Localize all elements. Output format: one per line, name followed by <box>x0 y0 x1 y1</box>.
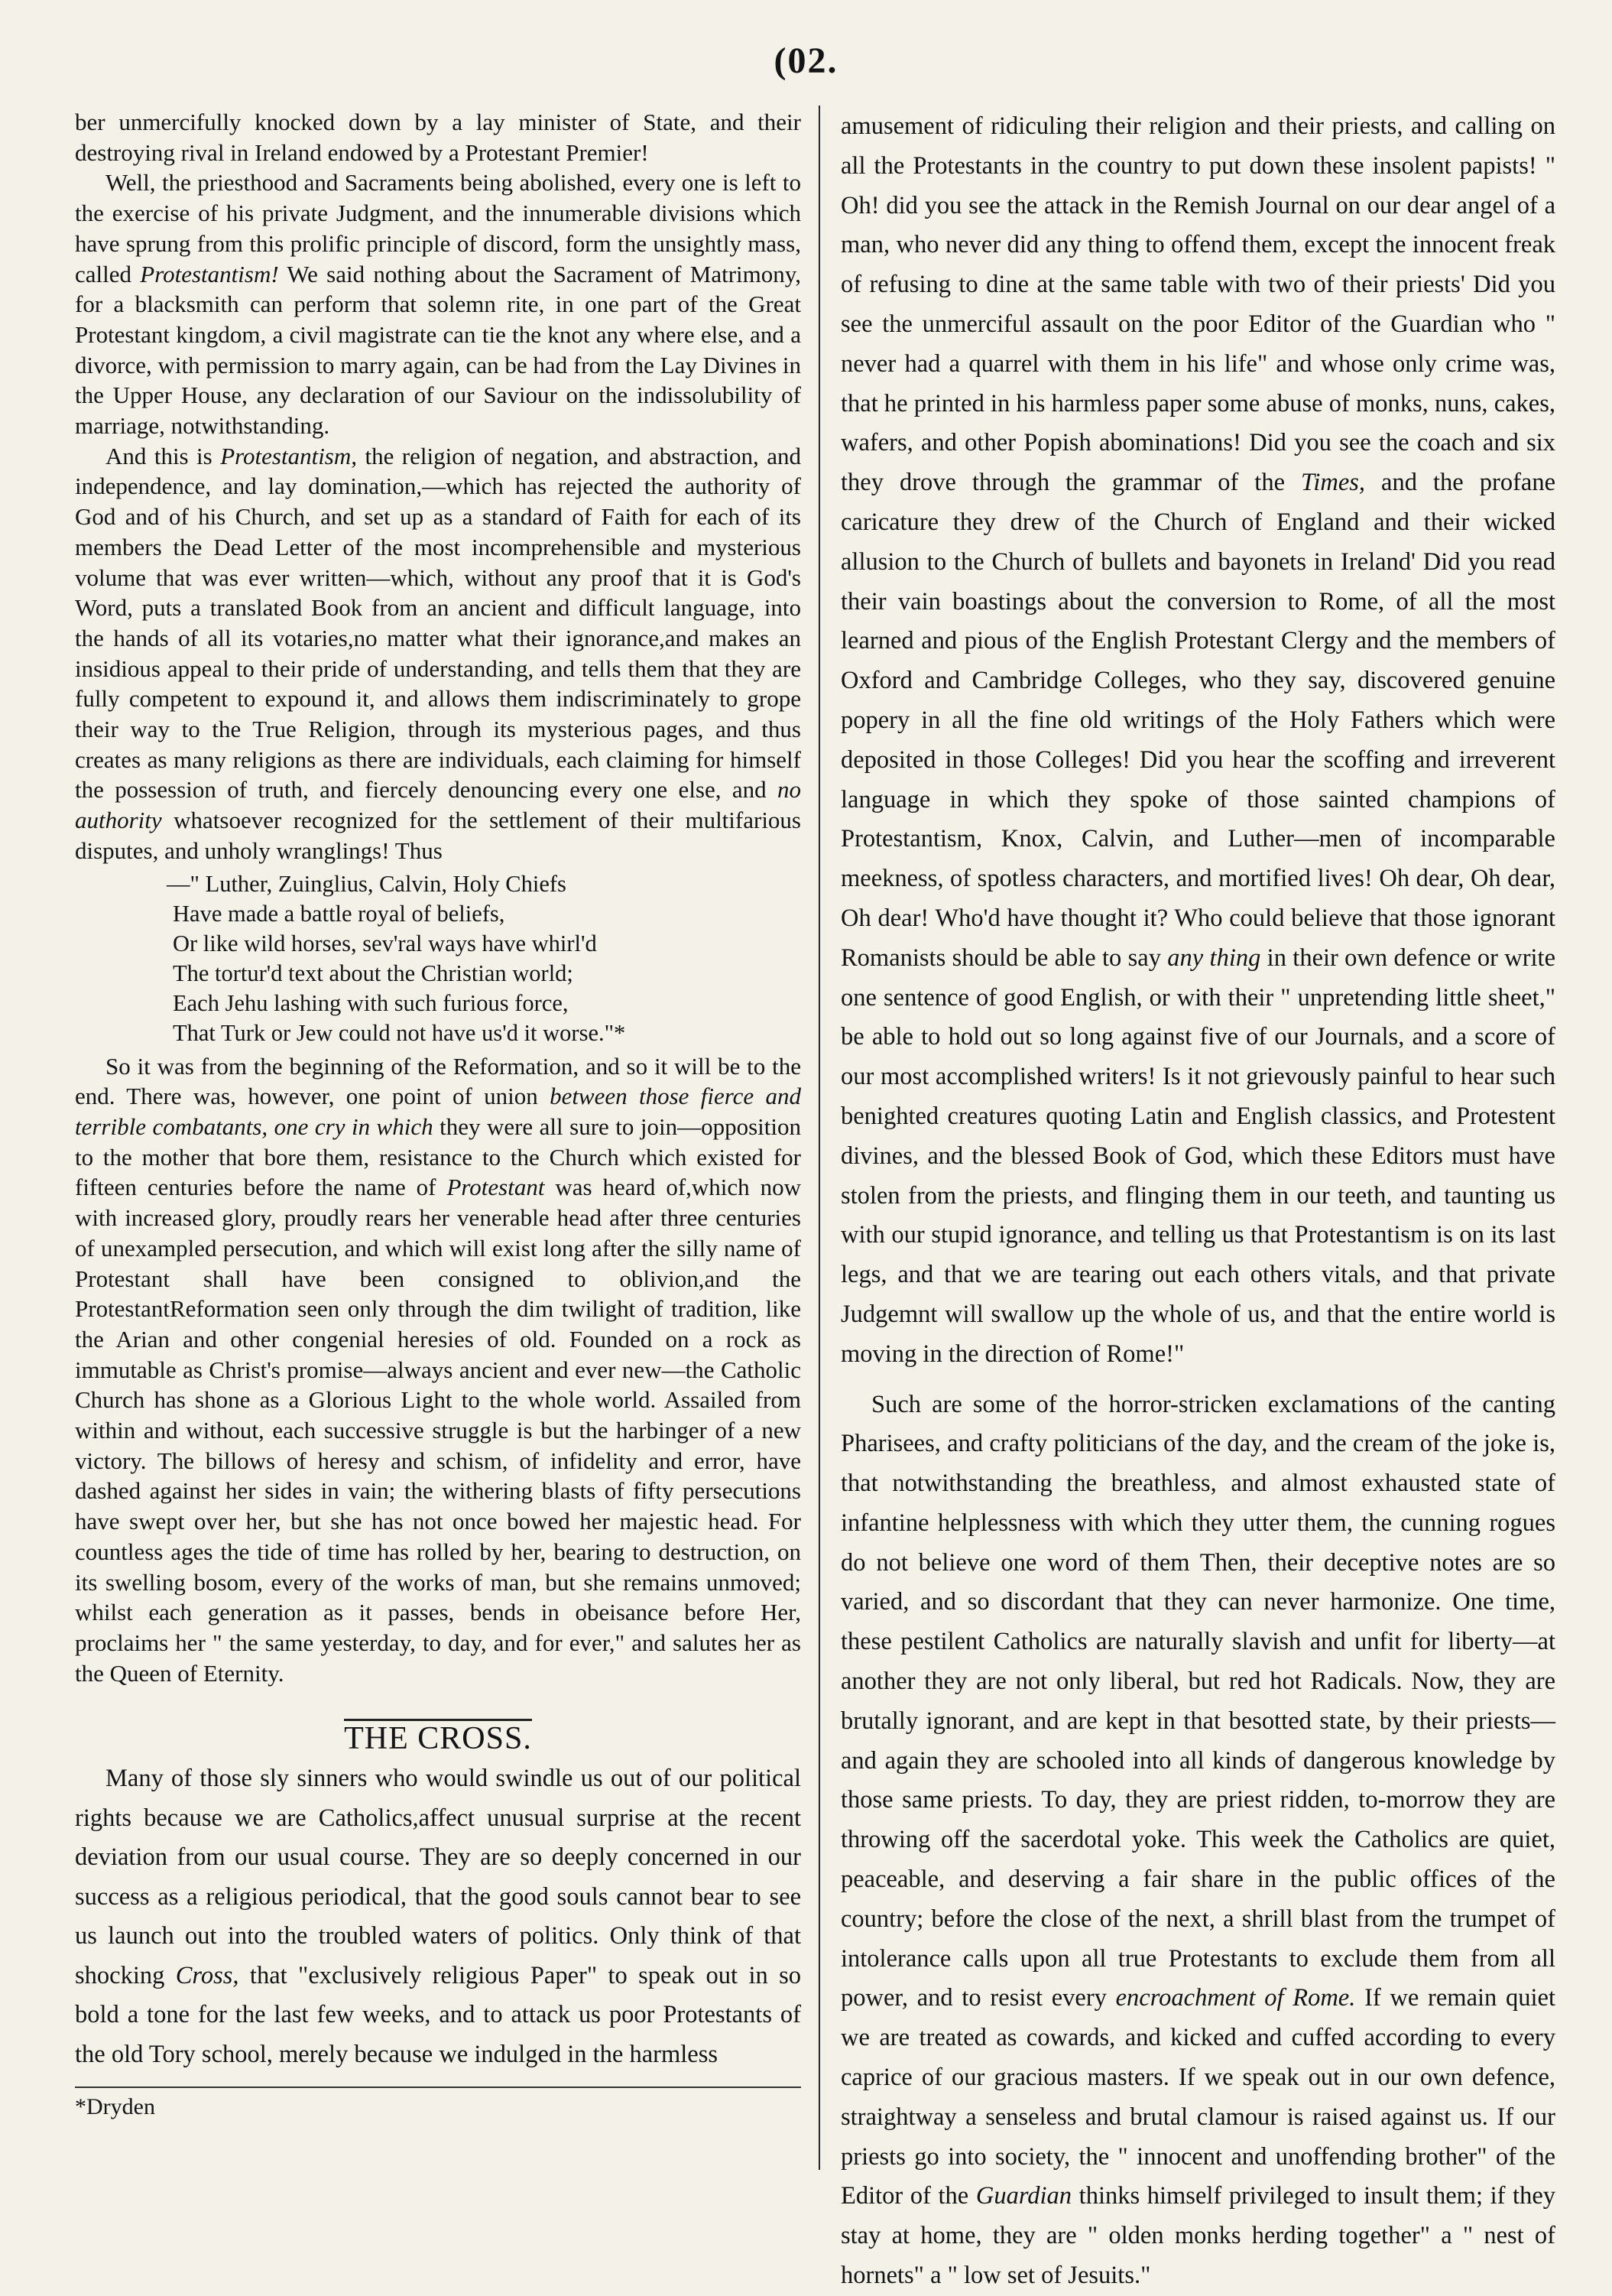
page-number: (02. <box>774 41 838 81</box>
section-heading: THE CROSS. <box>75 1719 801 1755</box>
paragraph: Many of those sly sinners who would swindle us out of our political rights because we are Catholics,affect unusual surprise at the recent deviation from our usual course. They are so deeply concerned in our success as a religious periodical, that the good souls cannot bear to see us launch out into the troubled waters of politics. Only think of that shocking Cross, that "exclusively religious Paper" to speak out in so bold a tone for the last few weeks, and to attack us poor Protestants of the old Tory school, merely because we indulged in the harmless <box>75 1765 802 2068</box>
poem-line: Each Jehu lashing with such furious force, <box>173 989 569 1016</box>
paragraph: Well, the priesthood and Sacraments being abolished, every one is left to the exercise of his private Judgment, and the innumerable divisions which have sprung from this prolific principle of discord, form the unsightly mass, called Protestantism! We said nothing about the Sacrament of Matrimony, for a blacksmith can perform that solemn rite, in one part of the Great Protestant kingdom, a civil magistrate can tie the knot any where else, and a divorce, with permission to marry again, can be had from the Lay Divines in the Upper House, any declaration of our Saviour on the indissolubility of marriage, notwithstanding. <box>75 169 801 440</box>
poem-line: Have made a battle royal of beliefs, <box>173 900 505 927</box>
right-column <box>841 107 1555 2296</box>
left-column <box>75 107 801 2122</box>
poem-line: That Turk or Jew could not have us'd it worse."* <box>173 1019 626 1046</box>
paragraph: And this is Protestantism, the religion of negation, and abstraction, and independence, and lay domination,—which has rejected the authority of God and of his Church, and set up as a standard of Faith for each of its members the Dead Letter of the most incomprehensible and mysterious volume that was ever written—which, without any proof that it is God's Word, puts a translated Book from an ancient and difficult language, into the hands of all its votaries,no matter what their ignorance,and makes an insidious appeal to their pride of understanding, and tells them that they are fully competent to expound it, and allows them indiscriminately to grope their way to the True Religion, through its mysterious pages, and thus creates as many religions as there are individuals, each claiming for himself the possession of truth, and fiercely denouncing every one else, and no authority whatsoever recognized for the settlement of their multifarious disputes, and unholy wranglings! Thus <box>75 442 801 864</box>
poem-line: The tortur'd text about the Christian world; <box>173 960 573 986</box>
poem-line: —" Luther, Zuinglius, Calvin, Holy Chiefs <box>167 870 566 897</box>
paragraph: So it was from the beginning of the Reformation, and so it will be to the end. There was, however, one point of union between those fierce and terrible combatants, one cry in which they were all sure to join—opposition to the mother that bore them, resistance to the Church which existed for fifteen centuries before the name of Protestant was heard of,which now with increased glory, proudly rears her venerable head after three centuries of unexampled persecution, and which will exist long after the silly name of Protestant shall have been consigned to oblivion,and the ProtestantReformation seen only through the dim twilight of tradition, like the Arian and other congenial heresies of old. Founded on a rock as immutable as Christ's promise—always ancient and ever new—the Catholic Church has shone as a Glorious Light to the whole world. Assailed from within and without, each successive struggle is but the harbinger of a new victory. The billows of heresy and schism, of infidelity and error, have dashed against her sides in vain; the withering blasts of fifty persecutions have swept over her, but she has not once bowed her majestic head. For countless ages the tide of time has rolled by her, bearing to destruction, on its swelling bosom, every of the works of man, but she remains unmoved; whilst each generation as it passes, bends in obeisance before Her, proclaims her " the same yesterday, to day, and for ever," and salutes her as the Queen of Eternity. <box>75 1052 801 1687</box>
footnote-divider <box>75 2087 801 2088</box>
paragraph: ber unmercifully knocked down by a lay minister of State, and their destroying rival in Ireland endowed by a Protestant Premier! <box>75 109 801 166</box>
column-divider <box>819 106 820 2170</box>
poem-line: Or like wild horses, sev'ral ways have whirl'd <box>173 930 597 956</box>
poem-quotation <box>75 869 801 1048</box>
footnote: *Dryden <box>75 2094 155 2120</box>
paragraph: Such are some of the horror-stricken exclamations of the canting Pharisees, and crafty politicians of the day, and the cream of the joke is, that notwithstanding the breathless, and almost exhausted state of infantine helplessness with which they utter them, the cunning rogues do not believe one word of them Then, their deceptive notes are so varied, and so discordant that they can never harmonize. One time, these pestilent Catholics are naturally slavish and unfit for liberty—at another they are not only liberal, but red hot Radicals. Now, they are brutally ignorant, and are kept in that besotted state, by their priests—and again they are schooled into all kinds of dangerous knowledge by those same priests. To day, they are priest ridden, to-morrow they are throwing off the sacerdotal yoke. This week the Catholics are quiet, peaceable, and deserving a fair share in the public offices of the country; before the close of the next, a shrill blast from the trumpet of intolerance calls upon all true Protestants to exclude them from all power, and to resist every encroachment of Rome. If we remain quiet we are treated as cowards, and kicked and cuffed according to every caprice of our gracious masters. If we speak out in our own defence, straightway a senseless and brutal clamour is raised against us. If our priests go into society, the " innocent and unoffending brother" of the Editor of the Guardian thinks himself privileged to insult them; if they stay at home, they are " olden monks herding together" a " nest of hornets" a " low set of Jesuits." <box>841 1390 1555 2290</box>
paragraph: amusement of ridiculing their religion and their priests, and calling on all the Protestants in the country to put down these insolent papists! " Oh! did you see the attack in the Remish Journal on our dear angel of a man, who never did any thing to offend them, except the innocent freak of refusing to dine at the same table with two of their priests' Did you see the unmerciful assault on the poor Editor of the Guardian who " never had a quarrel with them in his life" and whose only crime was, that he printed in his harmless paper some abuse of monks, nuns, cakes, wafers, and other Popish abominations! Did you see the coach and six they drove through the grammar of the Times, and the profane caricature they drew of the Church of England and their wicked allusion to the Church of bullets and bayonets in Ireland' Did you read their vain boastings about the conversion to Rome, of all the most learned and pious of the English Protestant Clergy and the members of Oxford and Cambridge Colleges, who they say, discovered genuine popery in all the fine old writings of the Holy Fathers which were deposited in those Colleges! Did you hear the scoffing and irreverent language in which they spoke of those sainted champions of Protestantism, Knox, Calvin, and Luther—men of incomparable meekness, of spotless characters, and mortified lives! Oh dear, Oh dear, Oh dear! Who'd have thought it? Who could believe that those ignorant Romanists should be able to say any thing in their own defence or write one sentence of good English, or with their " unpretending little sheet," be able to hold out so long against five of our Journals, and a score of our most accomplished writers! Is it not grievously painful to hear such benighted creatures quoting Latin and English classics, and Protestent divines, and the blessed Book of God, which these Editors must have stolen from the priests, and flinging them in our teeth, and taunting us with our stupid ignorance, and telling us that Protestantism is on its last legs, and that we are tearing out each others vitals, and that private Judgemnt will swallow up the whole of us, and that the entire world is moving in the direction of Rome!" <box>841 112 1556 1368</box>
